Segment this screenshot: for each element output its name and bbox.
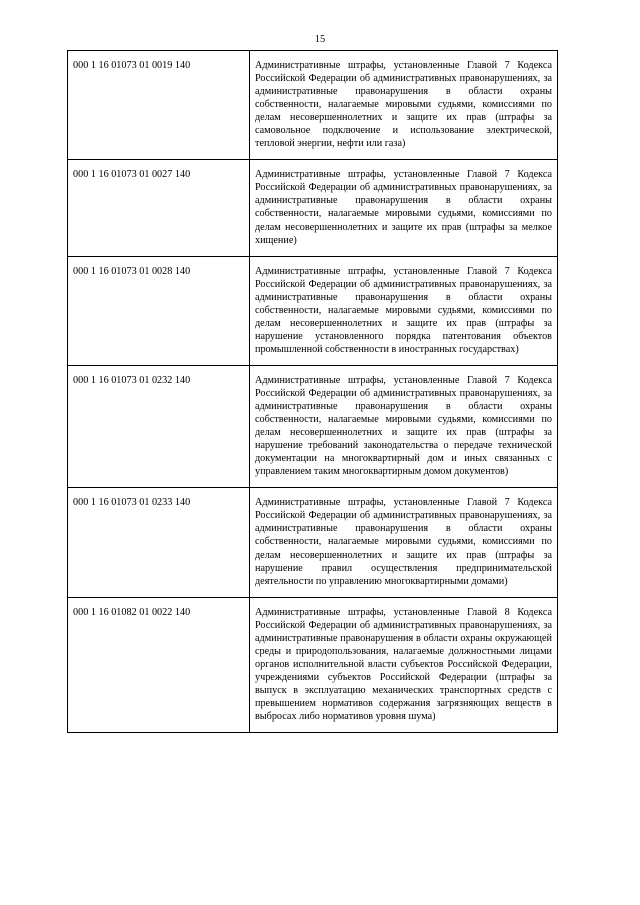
budget-code-cell: 000 1 16 01073 01 0232 140 — [68, 365, 250, 487]
table-row — [68, 256, 558, 365]
table-row — [68, 160, 558, 256]
budget-code-cell: 000 1 16 01073 01 0233 140 — [68, 488, 250, 597]
description-cell: Административные штрафы, установленные Главой 8 Кодекса Российской Федерации об административных правонарушениях, за административные правонарушения в области охраны окружающей среды и природопользования, налагаемые должностными лицами органов исполнительной власти субъектов Российской Федерации, учреждениями субъектов Российской Федерации (штрафы за выпуск в эксплуатацию механических транспортных средств с превышением нормативов содержания загрязняющих веществ в выбросах либо нормативов уровня шума) — [250, 597, 558, 732]
page-number: 15 — [314, 34, 326, 45]
table-row — [68, 51, 558, 160]
description-cell: Административные штрафы, установленные Главой 7 Кодекса Российской Федерации об административных правонарушениях, за административные правонарушения в области охраны собственности, налагаемые мировыми судьями, комиссиями по делам несовершеннолетних и защите их прав (штрафы за нарушение установленного порядка патентования объектов промышленной собственности в иностранных государствах) — [250, 256, 558, 365]
budget-code-cell: 000 1 16 01073 01 0027 140 — [68, 160, 250, 256]
description-cell: Административные штрафы, установленные Главой 7 Кодекса Российской Федерации об административных правонарушениях, за административные правонарушения в области охраны собственности, налагаемые мировыми судьями, комиссиями по делам несовершеннолетних и защите их прав (штрафы за самовольное подключение и использование электрической, тепловой энергии, нефти или газа) — [250, 51, 558, 160]
table-row — [68, 488, 558, 597]
budget-code-table — [67, 50, 558, 733]
table-row — [68, 365, 558, 487]
description-cell: Административные штрафы, установленные Главой 7 Кодекса Российской Федерации об административных правонарушениях, за административные правонарушения в области охраны собственности, налагаемые мировыми судьями, комиссиями по делам несовершеннолетних и защите их прав (штрафы за мелкое хищение) — [250, 160, 558, 256]
description-cell: Административные штрафы, установленные Главой 7 Кодекса Российской Федерации об административных правонарушениях, за административные правонарушения в области охраны собственности, налагаемые мировыми судьями, комиссиями по делам несовершеннолетних и защите их прав (штрафы за нарушение требований законодательства о передаче технической документации на многоквартирный дом и иных связанных с управлением таким многоквартирным домом документов) — [250, 365, 558, 487]
table-row — [68, 597, 558, 732]
budget-code-cell: 000 1 16 01082 01 0022 140 — [68, 597, 250, 732]
budget-code-cell: 000 1 16 01073 01 0019 140 — [68, 51, 250, 160]
description-cell: Административные штрафы, установленные Главой 7 Кодекса Российской Федерации об административных правонарушениях, за административные правонарушения в области охраны собственности, налагаемые мировыми судьями, комиссиями по делам несовершеннолетних и защите их прав (штрафы за нарушение правил осуществления предпринимательской деятельности по управлению многоквартирными домами) — [250, 488, 558, 597]
budget-code-cell: 000 1 16 01073 01 0028 140 — [68, 256, 250, 365]
